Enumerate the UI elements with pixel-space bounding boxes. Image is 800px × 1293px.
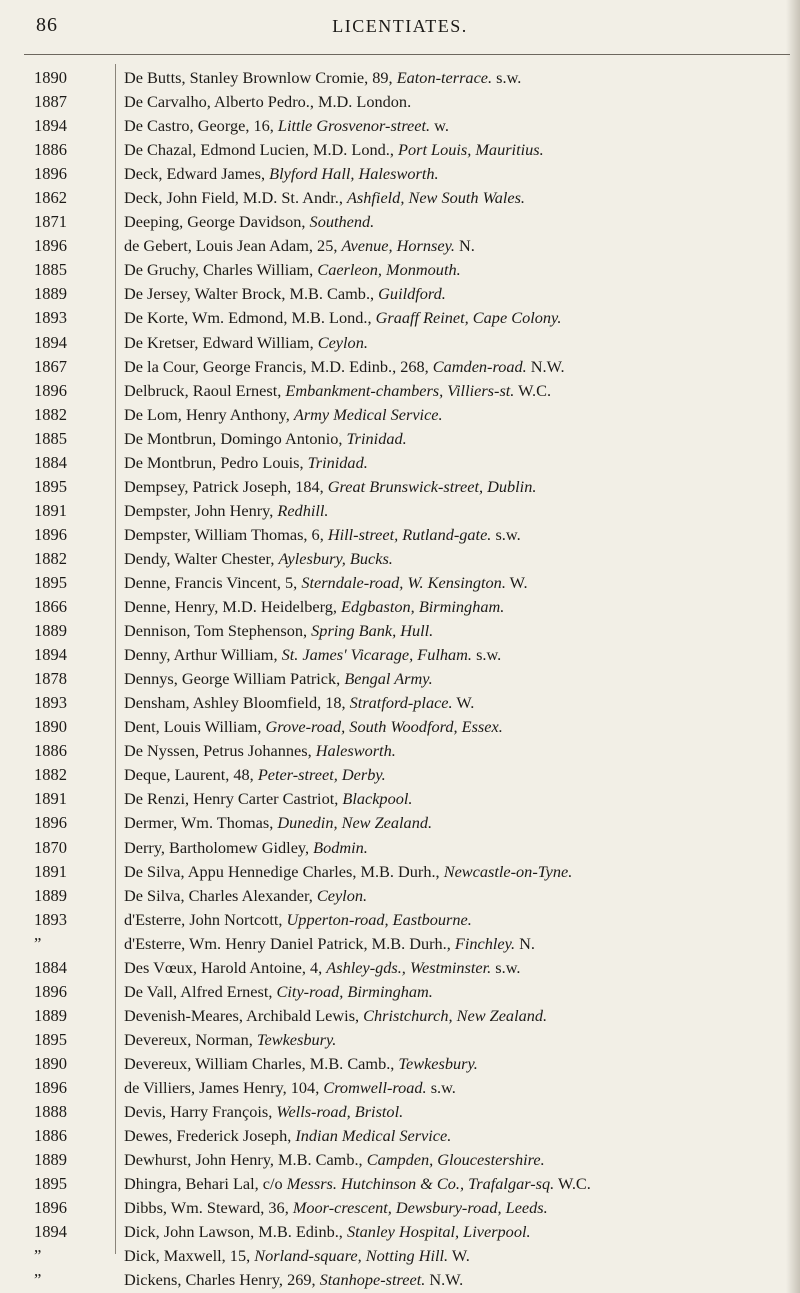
entry-address: Blyford Hall, Halesworth. [269,164,439,184]
entry-year: 1890 [34,68,67,87]
entry-name: Delbruck, Raoul Ernest, [124,380,286,400]
entry-text [124,403,792,427]
entry-address: Redhill. [277,500,329,520]
running-title: LICENTIATES. [332,16,468,36]
list-item [0,1148,800,1172]
entry-name: de Gebert, Louis Jean Adam, 25, [124,236,342,256]
entry-name: De Renzi, Henry Carter Castriot, [124,789,343,809]
entry-text [124,932,792,956]
entry-address: Wells-road, Bristol. [276,1102,404,1122]
entry-address: Cromwell-road. [323,1077,427,1097]
entry-name: Denny, Arthur William, [124,645,282,665]
entry-year: 1886 [34,140,67,160]
page-header [0,14,800,50]
entry-address: Camden-road. [432,356,527,376]
entry-name: De Vall, Alfred Ernest, [124,981,277,1001]
entry-text [124,739,792,763]
entry-address: Messrs. Hutchinson & Co., Trafalgar-sq. [286,1174,555,1194]
entry-year: 1890 [34,717,67,737]
list-item [0,980,800,1004]
entry-text [124,282,792,306]
entry-address: Trinidad. [307,452,368,472]
entry-address: Stratford-place. [349,693,453,713]
list-item [0,1004,800,1028]
entry-district: W.C. [554,1174,591,1194]
list-item [0,258,800,282]
entry-year: 1886 [34,1126,67,1146]
entry-district: N. [515,933,535,953]
entry-year: 1889 [34,1150,67,1170]
list-item [0,1172,800,1196]
list-item [0,403,800,427]
entry-year: 1895 [34,1029,67,1049]
entry-year: 1896 [34,1198,67,1218]
entry-year: 1896 [34,380,67,400]
entry-address: Halesworth. [315,741,396,761]
list-item [0,499,800,523]
entry-address: Norland-square, Notting Hill. [254,1246,449,1266]
entry-address: Embankment-chambers, Villiers-st. [285,380,515,400]
entry-address: Army Medical Service. [293,404,443,424]
entry-text [124,884,792,908]
entry-year: 1896 [34,1077,67,1097]
entry-name: Devereux, Norman, [124,1029,257,1049]
entry-text [124,956,792,980]
entry-address: Trinidad. [346,428,407,448]
entry-name: De Jersey, Walter Brock, M.B. Camb., [124,284,379,304]
entry-year: 1888 [34,1102,67,1122]
entry-name: Devenish-Meares, Archibald Lewis, [124,1005,364,1025]
list-item [0,306,800,330]
list-item [0,1052,800,1076]
entry-text [124,1244,792,1268]
entry-text [124,1148,792,1172]
entry-text [124,715,792,739]
entry-address: Bodmin. [313,837,368,857]
entry-address: Christchurch, New Zealand. [363,1005,548,1025]
entry-name: Dennison, Tom Stephenson, [124,621,312,641]
entry-address: Graaff Reinet, Cape Colony. [375,308,562,328]
entry-name: Deck, John Field, M.D. St. Andr., [124,188,347,208]
list-item [0,66,800,90]
entry-text [124,258,792,282]
list-item [0,1100,800,1124]
entry-year: 1887 [34,92,67,112]
entry-name: De Montbrun, Domingo Antonio, [124,428,347,448]
entry-text [124,499,792,523]
entry-name: De Castro, George, 16, [124,116,278,136]
list-item [0,908,800,932]
entry-district: N. [454,236,475,256]
entry-year: 1867 [34,356,67,376]
list-item [0,956,800,980]
entry-district: N.W. [425,1270,464,1290]
entry-name: Densham, Ashley Bloomfield, 18, [124,693,350,713]
entry-text [124,980,792,1004]
entry-text [124,1196,792,1220]
entry-name: Dempsey, Patrick Joseph, 184, [124,476,328,496]
entry-text [124,379,792,403]
entry-year: 1891 [34,500,67,520]
entry-name: d'Esterre, John Nortcott, [124,909,287,929]
entry-year: 1893 [34,909,67,929]
entry-text [124,331,792,355]
list-item [0,667,800,691]
entry-address: Blackpool. [342,789,413,809]
entry-year: 1894 [34,1222,67,1242]
list-item [0,932,800,956]
entry-address: Spring Bank, Hull. [311,621,434,641]
list-item [0,763,800,787]
entry-text [124,475,792,499]
entry-text [124,643,792,667]
entry-address: Stanley Hospital, Liverpool. [346,1222,531,1242]
entry-name: De Korte, Wm. Edmond, M.B. Lond., [124,308,376,328]
list-item [0,691,800,715]
entry-text [124,186,792,210]
entry-text [124,523,792,547]
entry-text [124,162,792,186]
entry-year: 1889 [34,1005,67,1025]
entry-year: 1886 [34,741,67,761]
list-item [0,1028,800,1052]
entry-address: Great Brunswick-street, Dublin. [327,476,537,496]
list-item [0,1196,800,1220]
entry-name: Dermer, Wm. Thomas, [124,813,278,833]
entry-name: Dibbs, Wm. Steward, 36, [124,1198,293,1218]
entry-year: 1895 [34,1174,67,1194]
entry-year: 1891 [34,861,67,881]
entry-name: Dempster, William Thomas, 6, [124,524,328,544]
entry-text [124,836,792,860]
entry-name: Denne, Francis Vincent, 5, [124,572,302,592]
entry-district: s.w. [426,1077,456,1097]
entry-year: 1894 [34,645,67,665]
entry-address: Stanhope-street. [319,1270,426,1290]
list-item [0,475,800,499]
entry-name: De Lom, Henry Anthony, [124,404,294,424]
entry-name: Denne, Henry, M.D. Heidelberg, [124,597,342,617]
list-item [0,595,800,619]
entry-name: Dewes, Frederick Joseph, [124,1126,296,1146]
entry-address: Ashley-gds., Westminster. [326,957,492,977]
entry-text [124,1268,792,1292]
entry-text [124,90,792,114]
entry-year: 1894 [34,332,67,352]
entry-district: W. [448,1246,470,1266]
list-item [0,138,800,162]
entry-year: 1894 [34,116,67,136]
entry-district: s.w. [472,645,502,665]
entry-name: De Butts, Stanley Brownlow Cromie, 89, [124,68,397,87]
entry-district: s.w. [492,68,522,87]
entry-text [124,547,792,571]
entry-address: Avenue, Hornsey. [341,236,455,256]
entry-name: De Chazal, Edmond Lucien, M.D. Lond., [124,140,399,160]
entry-address: Dunedin, New Zealand. [277,813,433,833]
entry-name: Des Vœux, Harold Antoine, 4, [124,957,327,977]
page-edge-shadow [786,0,800,1293]
entry-name: De Carvalho, Alberto Pedro., M.D. London. [124,92,412,112]
list-item [0,643,800,667]
entry-text [124,691,792,715]
entry-year: 1862 [34,188,67,208]
list-item [0,90,800,114]
entry-text [124,1100,792,1124]
entry-text [124,1028,792,1052]
entry-address: Aylesbury, Bucks. [278,548,393,568]
entry-name: De Kretser, Edward William, [124,332,318,352]
entry-text [124,619,792,643]
entry-address: City-road, Birmingham. [276,981,433,1001]
entry-name: De la Cour, George Francis, M.D. Edinb., 268, [124,356,433,376]
entry-address: Edgbaston, Birmingham. [341,597,505,617]
entry-name: De Montbrun, Pedro Louis, [124,452,308,472]
list-item [0,379,800,403]
entry-address: Sterndale-road, W. Kensington. [301,572,506,592]
entry-name: Dickens, Charles Henry, 269, [124,1270,320,1290]
list-item [0,884,800,908]
list-item [0,811,800,835]
entry-district: w. [430,116,449,136]
list-item [0,860,800,884]
entry-text [124,908,792,932]
entry-year: 1882 [34,765,67,785]
list-item [0,739,800,763]
entry-name: Deque, Laurent, 48, [124,765,258,785]
entry-text [124,451,792,475]
entry-text [124,571,792,595]
entry-text [124,595,792,619]
entry-address: Newcastle-on-Tyne. [443,861,573,881]
entry-address: Hill-street, Rutland-gate. [327,524,492,544]
entry-text [124,811,792,835]
entry-address: Upperton-road, Eastbourne. [286,909,472,929]
entry-text [124,1172,792,1196]
list-item [0,1076,800,1100]
entry-year: ” [34,1270,42,1290]
entry-text [124,138,792,162]
entry-year: 1891 [34,789,67,809]
entry-address: Caerleon, Monmouth. [317,260,461,280]
list-item [0,186,800,210]
entry-name: Dhingra, Behari Lal, c/o [124,1174,287,1194]
entry-name: De Gruchy, Charles William, [124,260,318,280]
entry-year: 1893 [34,693,67,713]
entry-year: 1882 [34,404,67,424]
list-item [0,1124,800,1148]
list-item [0,836,800,860]
list-item [0,114,800,138]
list-item [0,715,800,739]
entry-text [124,667,792,691]
entry-year: ” [34,933,42,953]
entry-year: 1878 [34,669,67,689]
entry-district: W.C. [514,380,552,400]
entry-year: 1890 [34,1053,67,1073]
entry-name: Dick, John Lawson, M.B. Edinb., [124,1222,347,1242]
entry-address: Peter-street, Derby. [257,765,386,785]
list-item [0,331,800,355]
list-item [0,1268,800,1292]
entry-name: Devis, Harry François, [124,1102,277,1122]
list-item [0,451,800,475]
entry-year: 1866 [34,597,67,617]
entry-text [124,234,792,258]
entry-text [124,860,792,884]
list-item [0,523,800,547]
entry-year: 1896 [34,524,67,544]
entry-name: Dewhurst, John Henry, M.B. Camb., [124,1150,367,1170]
list-item [0,355,800,379]
entry-text [124,1076,792,1100]
entry-text [124,210,792,234]
entry-text [124,787,792,811]
entry-text [124,763,792,787]
entry-text [124,1052,792,1076]
entry-year: 1884 [34,452,67,472]
entry-text [124,306,792,330]
entry-address: Port Louis, Mauritius. [398,140,544,160]
list-item [0,1220,800,1244]
entry-year: 1896 [34,236,67,256]
list-item [0,547,800,571]
entry-address: Finchley. [454,933,516,953]
list-item [0,427,800,451]
entry-year: 1889 [34,885,67,905]
entry-address: Tewkesbury. [256,1029,337,1049]
entry-year: 1896 [34,981,67,1001]
entry-address: Moor-crescent, Dewsbury-road, Leeds. [292,1198,548,1218]
list-item [0,210,800,234]
entry-year: ” [34,1246,42,1266]
entry-year: 1896 [34,813,67,833]
entry-text [124,355,792,379]
entry-name: Dendy, Walter Chester, [124,548,279,568]
entry-year: 1885 [34,428,67,448]
entry-address: St. James' Vicarage, Fulham. [281,645,472,665]
entry-address: Bengal Army. [344,669,433,689]
list-item [0,234,800,258]
entry-text [124,427,792,451]
entry-address: Campden, Gloucestershire. [366,1150,545,1170]
entry-name: de Villiers, James Henry, 104, [124,1077,324,1097]
entry-address: Ceylon. [317,332,368,352]
entry-year: 1885 [34,260,67,280]
entry-address: Eaton-terrace. [396,68,493,87]
entry-year: 1889 [34,284,67,304]
entry-year: 1871 [34,212,67,232]
entry-text [124,114,792,138]
list-item [0,571,800,595]
entry-text [124,1220,792,1244]
header-rule [24,54,790,55]
entry-year: 1882 [34,548,67,568]
entry-address: Tewkesbury. [398,1053,478,1073]
entry-year: 1896 [34,164,67,184]
entry-name: Derry, Bartholomew Gidley, [124,837,314,857]
entry-year: 1895 [34,572,67,592]
entry-district: W. [452,693,475,713]
entry-text [124,1124,792,1148]
entry-name: De Silva, Appu Hennedige Charles, M.B. Durh., [124,861,444,881]
entry-name: Deck, Edward James, [124,164,270,184]
list-item [0,162,800,186]
entry-name: Dempster, John Henry, [124,500,278,520]
entry-name: Dennys, George William Patrick, [124,669,345,689]
entry-name: De Silva, Charles Alexander, [124,885,317,905]
entry-address: Southend. [309,212,375,232]
entry-name: d'Esterre, Wm. Henry Daniel Patrick, M.B. Durh., [124,933,455,953]
entry-address: Indian Medical Service. [295,1126,452,1146]
list-item [0,1244,800,1268]
entry-address: Guildford. [378,284,446,304]
list-item [0,787,800,811]
entry-text [124,66,792,90]
entry-year: 1889 [34,621,67,641]
entry-name: Deeping, George Davidson, [124,212,310,232]
page-number: 86 [36,14,58,36]
entry-district: s.w. [491,957,521,977]
entry-year: 1870 [34,837,67,857]
entry-name: Dick, Maxwell, 15, [124,1246,255,1266]
list-item [0,619,800,643]
entry-text [124,1004,792,1028]
entry-district: W. [505,572,528,592]
entry-district: s.w. [491,524,521,544]
entry-address: Little Grosvenor-street. [277,116,431,136]
list-item [0,282,800,306]
entry-year: 1893 [34,308,67,328]
entry-address: Ashfield, New South Wales. [346,188,526,208]
licentiate-list [0,66,800,1292]
entry-year: 1884 [34,957,67,977]
entry-name: De Nyssen, Petrus Johannes, [124,741,316,761]
entry-year: 1895 [34,476,67,496]
entry-address: Ceylon. [316,885,368,905]
entry-name: Devereux, William Charles, M.B. Camb., [124,1053,399,1073]
entry-name: Dent, Louis William, [124,717,266,737]
entry-address: Grove-road, South Woodford, Essex. [265,717,503,737]
entry-district: N.W. [526,356,565,376]
